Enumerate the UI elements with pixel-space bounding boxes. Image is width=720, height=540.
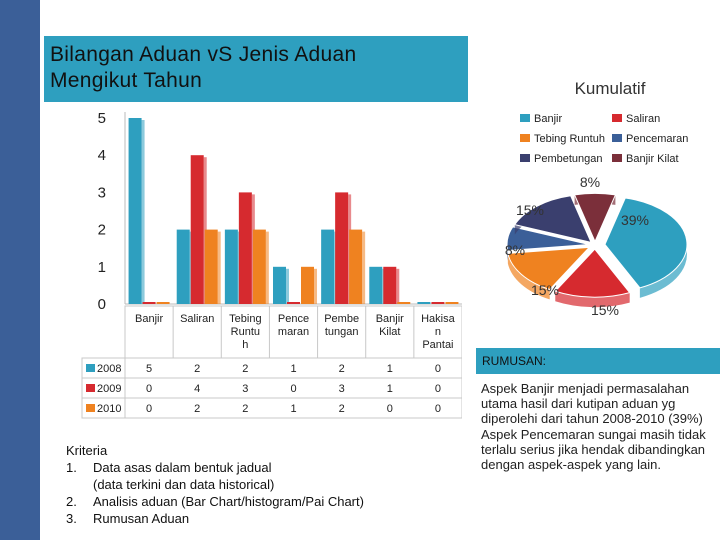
bar	[287, 302, 300, 304]
table-cell-value: 1	[290, 363, 297, 375]
x-tick-label-line: h	[242, 339, 249, 351]
bar-shade	[362, 232, 365, 304]
table-cell-value: 3	[242, 383, 249, 395]
x-tick-label-line: Runtu	[230, 326, 261, 338]
bar-body	[273, 267, 286, 304]
legend-label: 2010	[97, 403, 122, 415]
pie-legend-swatch	[612, 154, 622, 162]
pie-value-label: 8%	[504, 242, 526, 258]
legend-swatch	[86, 404, 95, 412]
x-tick-label-line: maran	[277, 326, 310, 338]
table-cell-value: 2	[338, 363, 345, 375]
table-cell-value: 2	[194, 403, 201, 415]
pie-legend-swatch	[612, 114, 622, 122]
pie-value-label: 8%	[579, 174, 601, 190]
pie-legend-label: Saliran	[626, 113, 661, 125]
bar	[273, 267, 289, 304]
bar-body	[383, 267, 396, 304]
kriteria-item	[66, 459, 364, 493]
bar	[321, 230, 337, 304]
slide-title	[50, 42, 356, 94]
title-banner	[44, 36, 468, 102]
pie-legend-swatch	[520, 114, 530, 122]
table-cell-value: 2	[194, 363, 201, 375]
bar	[143, 302, 156, 304]
bar-body	[129, 118, 142, 304]
pie-legend-label: Pembetungan	[534, 153, 603, 165]
x-tick-label-line: Pence	[277, 313, 310, 325]
bar-chart	[80, 108, 462, 420]
kriteria-item-number: 1.	[66, 460, 77, 475]
table-cell-value: 0	[386, 403, 393, 415]
rumusan-banner	[476, 348, 720, 374]
kriteria-item-text: Rumusan Aduan	[93, 511, 190, 526]
legend-swatch	[86, 364, 95, 372]
y-tick-label: 0	[97, 296, 106, 313]
kriteria-item-number: 2.	[66, 494, 77, 509]
bar	[397, 302, 410, 304]
bar	[383, 267, 399, 304]
x-tick-label-line: Kilat	[379, 326, 401, 338]
bar	[177, 230, 193, 304]
bar-body	[321, 230, 334, 304]
slide-title-line2: Mengikut Tahun	[50, 69, 203, 92]
bar	[205, 230, 221, 304]
bar	[417, 302, 430, 304]
bar-body	[177, 230, 190, 304]
bar-body	[191, 155, 204, 304]
y-tick-label: 1	[97, 258, 106, 276]
x-tick-label-line: tungan	[324, 326, 359, 338]
bar	[369, 267, 385, 304]
bar	[349, 230, 365, 304]
pie-chart	[470, 70, 720, 330]
bar-body	[445, 302, 458, 304]
x-tick-label-line: Hakisa	[421, 313, 455, 325]
table-cell-value: 0	[434, 363, 441, 375]
table-row	[82, 358, 462, 378]
bar-body	[397, 302, 410, 304]
bar-body	[431, 302, 444, 304]
table-row	[82, 378, 462, 398]
table-cell-value: 2	[242, 403, 249, 415]
bar-shade	[266, 232, 269, 304]
table-cell-value: 4	[194, 383, 201, 395]
pie-value-label: 15%	[515, 202, 545, 218]
kriteria-block	[66, 442, 364, 527]
rumusan-text: Aspek Banjir menjadi permasalahan utama hasil dari kutipan aduan yg diperolehi dari tahun 2008-2010 (39%) Aspek Pencemaran sungai masih tidak terlalu serius jika hendak dibandingkan dengan aspek-aspek yang lain.	[481, 381, 706, 473]
bar	[301, 267, 317, 304]
x-tick-label	[180, 313, 214, 325]
y-tick-label: 3	[97, 184, 106, 202]
pie-legend-swatch	[612, 134, 622, 142]
y-tick-label: 2	[97, 221, 106, 239]
table-cell-value: 0	[290, 383, 297, 395]
bar	[253, 230, 269, 304]
x-tick-label-line: Banjir	[375, 313, 404, 325]
left-accent-bar	[0, 0, 40, 540]
y-tick-label: 4	[97, 147, 106, 165]
kriteria-item	[66, 493, 364, 510]
pie-legend-swatch	[520, 134, 530, 142]
bar	[157, 302, 170, 304]
x-tick-label-line: Pembe	[324, 313, 360, 325]
x-tick-label-line: Saliran	[180, 313, 215, 325]
bar-shade	[314, 269, 317, 304]
kriteria-item-number: 3.	[66, 511, 77, 526]
bar-body	[417, 302, 430, 304]
kriteria-item-text: Data asas dalam bentuk jadual	[93, 460, 272, 475]
table-cell-value: 0	[434, 383, 441, 395]
table-cell-value: 0	[146, 403, 153, 415]
table-cell-value: 1	[290, 403, 297, 415]
bar-body	[157, 302, 170, 304]
pie-title: Kumulatif	[574, 79, 646, 98]
pie-legend-label: Banjir Kilat	[626, 153, 679, 165]
pie-legend-swatch	[520, 154, 530, 162]
legend-label: 2009	[97, 383, 122, 395]
bar-shade	[396, 269, 399, 304]
bar	[191, 155, 207, 304]
x-tick-label	[135, 313, 163, 325]
legend-label: 2008	[97, 363, 122, 375]
bar-body	[335, 192, 348, 304]
table-cell-value: 1	[386, 363, 393, 375]
bar-body	[239, 192, 252, 304]
bar-body	[225, 230, 238, 304]
bar-body	[301, 267, 314, 304]
slide-title-line1: Bilangan Aduan vS Jenis Aduan	[50, 43, 357, 66]
pie-value-label: 39%	[620, 212, 650, 228]
bar-shade	[286, 269, 289, 304]
pie-legend-label: Tebing Runtuh	[534, 133, 605, 145]
bar-body	[349, 230, 362, 304]
pie-legend-label: Pencemaran	[626, 133, 689, 145]
x-tick-label-line: Pantai	[422, 339, 454, 351]
table-cell-value: 0	[146, 383, 153, 395]
x-tick-label-line: Tebing	[229, 313, 262, 325]
kriteria-item-text: Analisis aduan (Bar Chart/histogram/Pai Chart)	[93, 494, 364, 509]
x-tick-label	[376, 313, 404, 338]
y-tick-label: 5	[97, 110, 106, 127]
kriteria-item	[66, 510, 364, 527]
kriteria-item-subtext: (data terkini dan data historical)	[93, 477, 275, 492]
bar	[239, 192, 255, 304]
bar	[335, 192, 351, 304]
x-tick-label	[324, 313, 359, 338]
rumusan-label: RUMUSAN:	[482, 354, 547, 368]
bar-body	[287, 302, 300, 304]
bar	[445, 302, 458, 304]
pie-value-label: 15%	[530, 282, 560, 298]
bar	[225, 230, 241, 304]
x-tick-label-line: n	[434, 326, 441, 338]
pie-value-label: 15%	[590, 302, 620, 318]
legend-swatch	[86, 384, 95, 392]
bar	[431, 302, 444, 304]
table-cell-value: 1	[386, 383, 393, 395]
bar-body	[369, 267, 382, 304]
bar-body	[205, 230, 218, 304]
bar-body	[143, 302, 156, 304]
table-cell-value: 0	[434, 403, 441, 415]
table-cell-value: 5	[146, 363, 153, 375]
bar-shade	[218, 232, 221, 304]
bar-shade	[142, 120, 145, 304]
bar	[129, 118, 145, 304]
x-tick-label-line: Banjir	[135, 313, 164, 325]
table-cell-value: 2	[338, 403, 345, 415]
pie-legend-label: Banjir	[534, 113, 563, 125]
bar-body	[253, 230, 266, 304]
table-cell-value: 3	[338, 383, 345, 395]
x-tick-label	[278, 313, 309, 338]
table-cell-value: 2	[242, 363, 249, 375]
table-row	[82, 398, 462, 418]
kriteria-title: Kriteria	[66, 443, 108, 458]
